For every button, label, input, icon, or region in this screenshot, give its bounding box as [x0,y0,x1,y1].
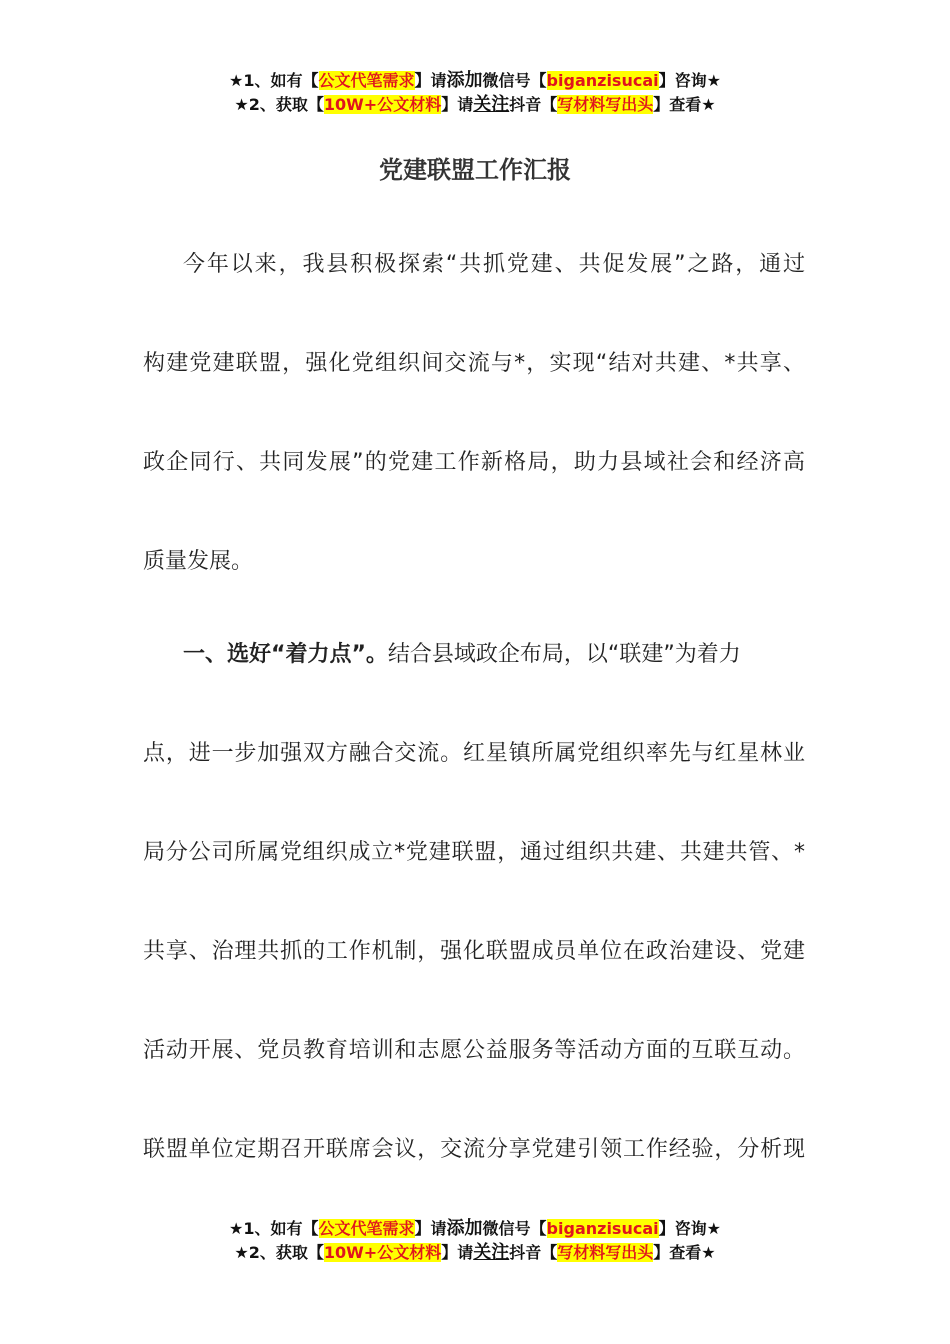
banner-line-2 [0,93,950,117]
text-line: 政企同行、共同发展”的党建工作新格局，助力县域社会和经济高 [143,450,805,475]
banner-highlight: 10W+公文材料 [323,95,442,114]
header-banner [0,69,950,117]
footer-banner [0,1217,950,1265]
text-line: 活动开展、党员教育培训和志愿公益服务等活动方面的互联互动。 [143,1038,805,1063]
banner-text: 抖音【 [509,95,558,114]
banner-text: 】请 [441,1243,474,1262]
banner-text: ★2、获取【 [234,95,324,114]
banner-highlight: 公文代笔需求 [318,71,415,90]
text-line: 局分公司所属党组织成立*党建联盟，通过组织共建、共建共管、* [143,840,805,865]
banner-emphasis: 添加 [446,70,483,91]
banner-text: 】咨询★ [658,1219,721,1238]
banner-highlight: 写材料写出头 [557,1243,654,1262]
banner-emphasis: 添加 [446,1218,483,1239]
banner-text: 】查看★ [653,1243,716,1262]
banner-text: 抖音【 [509,1243,558,1262]
banner-highlight: biganzisucai [546,1219,659,1238]
banner-text: 】请 [414,1219,447,1238]
text-line: 构建党建联盟，强化党组织间交流与*，实现“结对共建、*共享、 [143,351,805,376]
text-line: 共享、治理共抓的工作机制，强化联盟成员单位在政治建设、党建 [143,939,805,964]
banner-text: ★2、获取【 [234,1243,324,1262]
banner-text: 】咨询★ [658,71,721,90]
banner-line-1 [0,1217,950,1241]
text-line: 点，进一步加强双方融合交流。红星镇所属党组织率先与红星林业 [143,741,805,766]
banner-text: 微信号【 [482,71,547,90]
section-text: 结合县域政企布局，以“联建”为着力 [387,642,741,667]
banner-emphasis: 关注 [473,1242,510,1263]
banner-highlight: biganzisucai [546,71,659,90]
banner-text: 】请 [414,71,447,90]
text-line [183,640,805,670]
banner-highlight: 公文代笔需求 [318,1219,415,1238]
document-title: 党建联盟工作汇报 [379,156,571,184]
banner-highlight: 10W+公文材料 [323,1243,442,1262]
banner-line-2 [0,1241,950,1265]
banner-text: 微信号【 [482,1219,547,1238]
text-line: 质量发展。 [143,549,254,574]
text-line: 联盟单位定期召开联席会议，交流分享党建引领工作经验，分析现 [143,1137,805,1162]
banner-emphasis: 关注 [473,94,510,115]
section-heading: 一、选好“着力点”。 [183,642,388,667]
banner-line-1 [0,69,950,93]
text-line: 今年以来，我县积极探索“共抓党建、共促发展”之路，通过 [183,252,805,277]
banner-text: ★1、如有【 [229,71,319,90]
banner-text: ★1、如有【 [229,1219,319,1238]
banner-highlight: 写材料写出头 [557,95,654,114]
banner-text: 】请 [441,95,474,114]
banner-text: 】查看★ [653,95,716,114]
